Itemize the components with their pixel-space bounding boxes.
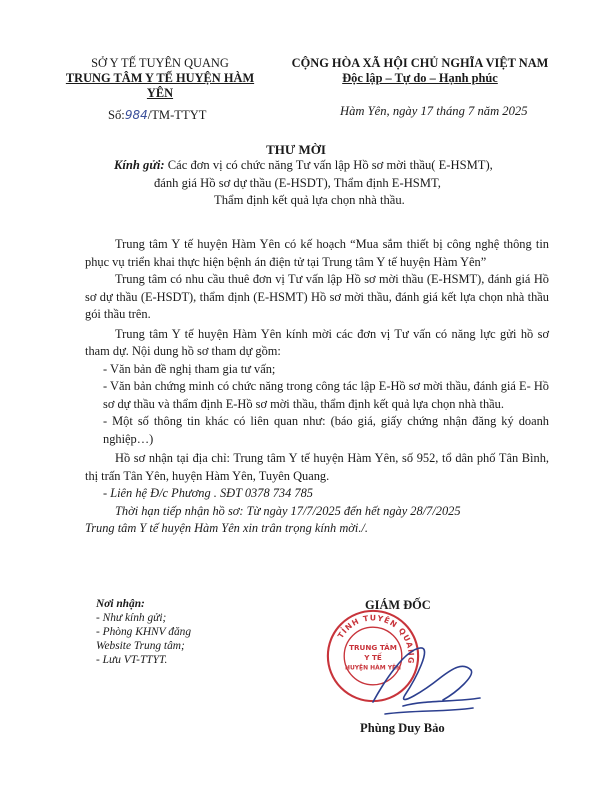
paragraph-address: Hồ sơ nhận tại địa chỉ: Trung tâm Y tế huyện Hàm Yên, số 952, tổ dân phố Tân Bình, thị trấn Tân Yên, huyện Hàm Yên, Tuyên Quang. — [85, 451, 549, 483]
recipient-item: - Lưu VT-TTYT. — [96, 654, 168, 666]
signer-name: Phùng Duy Bảo — [360, 721, 445, 735]
national-motto-block — [280, 56, 560, 86]
handwritten-signature — [345, 640, 495, 725]
recipient-item: Website Trung tâm; — [96, 640, 185, 652]
recipients-block — [96, 597, 191, 667]
issuer-block — [60, 56, 260, 101]
addressee-line-2: đánh giá Hồ sơ dự thầu (E-HSDT), Thẩm định E-HSMT, — [154, 175, 441, 190]
closing-line: Trung tâm Y tế huyện Hàm Yên xin trân trọng kính mời./. — [85, 521, 368, 535]
seal-ring-text: TỈNH TUYÊN QUANG — [335, 613, 416, 665]
doc-number-suffix: /TM-TTYT — [147, 108, 207, 122]
recipient-item: - Như kính gửi; — [96, 612, 167, 624]
deadline-line: Thời hạn tiếp nhận hồ sơ: Từ ngày 17/7/2025 đến hết ngày 28/7/2025 — [115, 503, 461, 518]
national-title: CỘNG HÒA XÃ HỘI CHỦ NGHĨA VIỆT NAM — [291, 56, 549, 70]
addressee-block — [114, 157, 554, 210]
seal-line-3: HUYỆN HÀM YÊN — [344, 664, 402, 672]
date-line: Hàm Yên, ngày 17 tháng 7 năm 2025 — [340, 104, 528, 118]
contact-line: - Liên hệ Đ/c Phương . SĐT 0378 734 785 — [103, 486, 314, 500]
national-motto: Độc lập – Tự do – Hạnh phúc — [342, 71, 498, 85]
doc-number-handwritten: 984 — [124, 108, 148, 122]
list-item-1: - Văn bản đề nghị tham gia tư vấn; — [103, 361, 276, 376]
paragraph-invite: Trung tâm Y tế huyện Hàm Yên kính mời các đơn vị Tư vấn có năng lực gửi hồ sơ tham dự. Nội dung hồ sơ tham dự gồm: — [85, 326, 549, 358]
recipient-item: - Phòng KHNV đăng — [96, 626, 192, 638]
doc-number-prefix: Số: — [108, 108, 125, 122]
letter-body — [85, 236, 549, 538]
seal-line-1: TRUNG TÂM — [349, 643, 397, 653]
document-title: THƯ MỜI — [266, 142, 326, 157]
issuer-parent: SỞ Y TẾ TUYÊN QUANG — [91, 56, 229, 70]
issuer-name: TRUNG TÂM Y TẾ HUYỆN HÀM YÊN — [65, 71, 255, 100]
paragraph-need: Trung tâm có nhu cầu thuê đơn vị Tư vấn lập Hồ sơ mời thầu (E-HSMT), đánh giá Hồ sơ dự thầu (E-HSDT), thẩm định (E-HSMT) Hồ sơ mời thầu, đánh giá kết lựa chọn nhà thầu gói thầu trên. — [85, 272, 549, 321]
list-item-3: - Một số thông tin khác có liên quan như: (báo giá, giấy chứng nhận đăng ký doanh nghiệp…) — [103, 414, 549, 446]
addressee-line-3: Thẩm định kết quả lựa chọn nhà thầu. — [214, 193, 405, 207]
addressee-line-1: Các đơn vị có chức năng Tư vấn lập Hồ sơ mời thầu( E-HSMT), — [164, 158, 493, 172]
seal-line-2: Y TẾ — [364, 652, 382, 662]
signer-title: GIÁM ĐỐC — [365, 598, 431, 612]
list-item-2: - Văn bản chứng minh có chức năng trong công tác lập E-Hồ sơ mời thầu, đánh giá E- Hồ sơ dự thầu và thẩm định E-Hồ sơ mời thầu, thẩm định kết quả lựa chọn nhà thầu. — [103, 379, 549, 411]
recipients-label: Nơi nhận: — [96, 598, 145, 610]
signature-stroke — [373, 648, 480, 714]
document-number — [108, 108, 206, 123]
addressee-label: Kính gửi: — [114, 158, 165, 172]
paragraph-plan: Trung tâm Y tế huyện Hàm Yên có kế hoạch “Mua sắm thiết bị công nghệ thông tin phục vụ triển khai thực hiện bệnh án điện tử tại Trung tâm Y tế huyện Hàm Yên” — [85, 237, 549, 269]
